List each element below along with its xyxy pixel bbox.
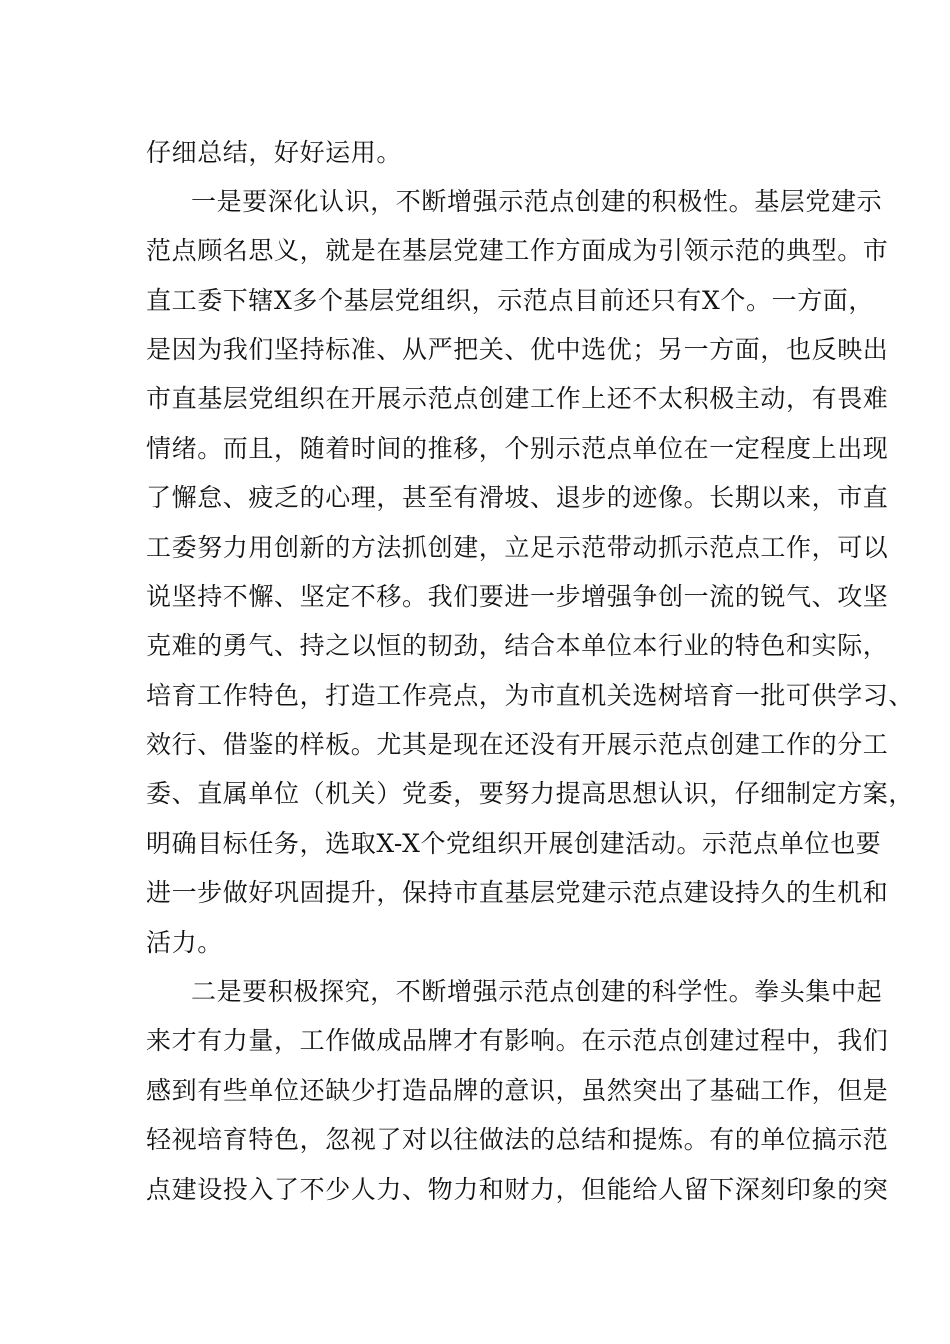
text-line: 来才有力量，工作做成品牌才有影响。在示范点创建过程中，我们 [146,1026,889,1055]
text-line: 克难的勇气、持之以恒的韧劲，结合本单位本行业的特色和实际， [146,631,889,660]
text-line: 是因为我们坚持标准、从严把关、优中选优；另一方面，也反映出 [146,335,889,364]
paragraph-2-first-line: 二是要积极探究，不断增强示范点创建的科学性。拳头集中起 [191,977,883,1006]
text-line: 说坚持不懈、坚定不移。我们要进一步增强争创一流的锐气、攻坚 [146,582,889,611]
paragraph-1-first-line: 一是要深化认识，不断增强示范点创建的积极性。基层党建示 [191,187,883,216]
text-line: 直工委下辖X多个基层党组织，示范点目前还只有X个。一方面， [146,286,874,315]
text-line: 了懈怠、疲乏的心理，甚至有滑坡、退步的迹像。长期以来，市直 [146,483,889,512]
text-line: 情绪。而且，随着时间的推移，个别示范点单位在一定程度上出现 [146,434,889,463]
text-line: 明确目标任务，选取X-X个党组织开展创建活动。示范点单位也要 [146,829,882,858]
text-line: 感到有些单位还缺少打造品牌的意识，虽然突出了基础工作，但是 [146,1076,889,1105]
text-line: 效行、借鉴的样板。尤其是现在还没有开展示范点创建工作的分工 [146,730,889,759]
text-line: 点建设投入了不少人力、物力和财力，但能给人留下深刻印象的突 [146,1175,889,1204]
text-line: 工委努力用创新的方法抓创建，立足示范带动抓示范点工作，可以 [146,533,889,562]
text-line: 市直基层党组织在开展示范点创建工作上还不太积极主动，有畏难 [146,384,889,413]
text-line: 范点顾名思义，就是在基层党建工作方面成为引领示范的典型。市 [146,236,889,265]
text-line: 培育工作特色，打造工作亮点，为市直机关选树培育一批可供学习、 [146,681,915,710]
text-line: 仔细总结，好好运用。 [146,138,403,167]
text-line: 活力。 [146,928,223,957]
text-line: 委、直属单位（机关）党委，要努力提高思想认识，仔细制定方案， [146,779,915,808]
text-line: 轻视培育特色，忽视了对以往做法的总结和提炼。有的单位搞示范 [146,1125,889,1154]
text-line: 进一步做好巩固提升，保持市直基层党建示范点建设持久的生机和 [146,878,889,907]
